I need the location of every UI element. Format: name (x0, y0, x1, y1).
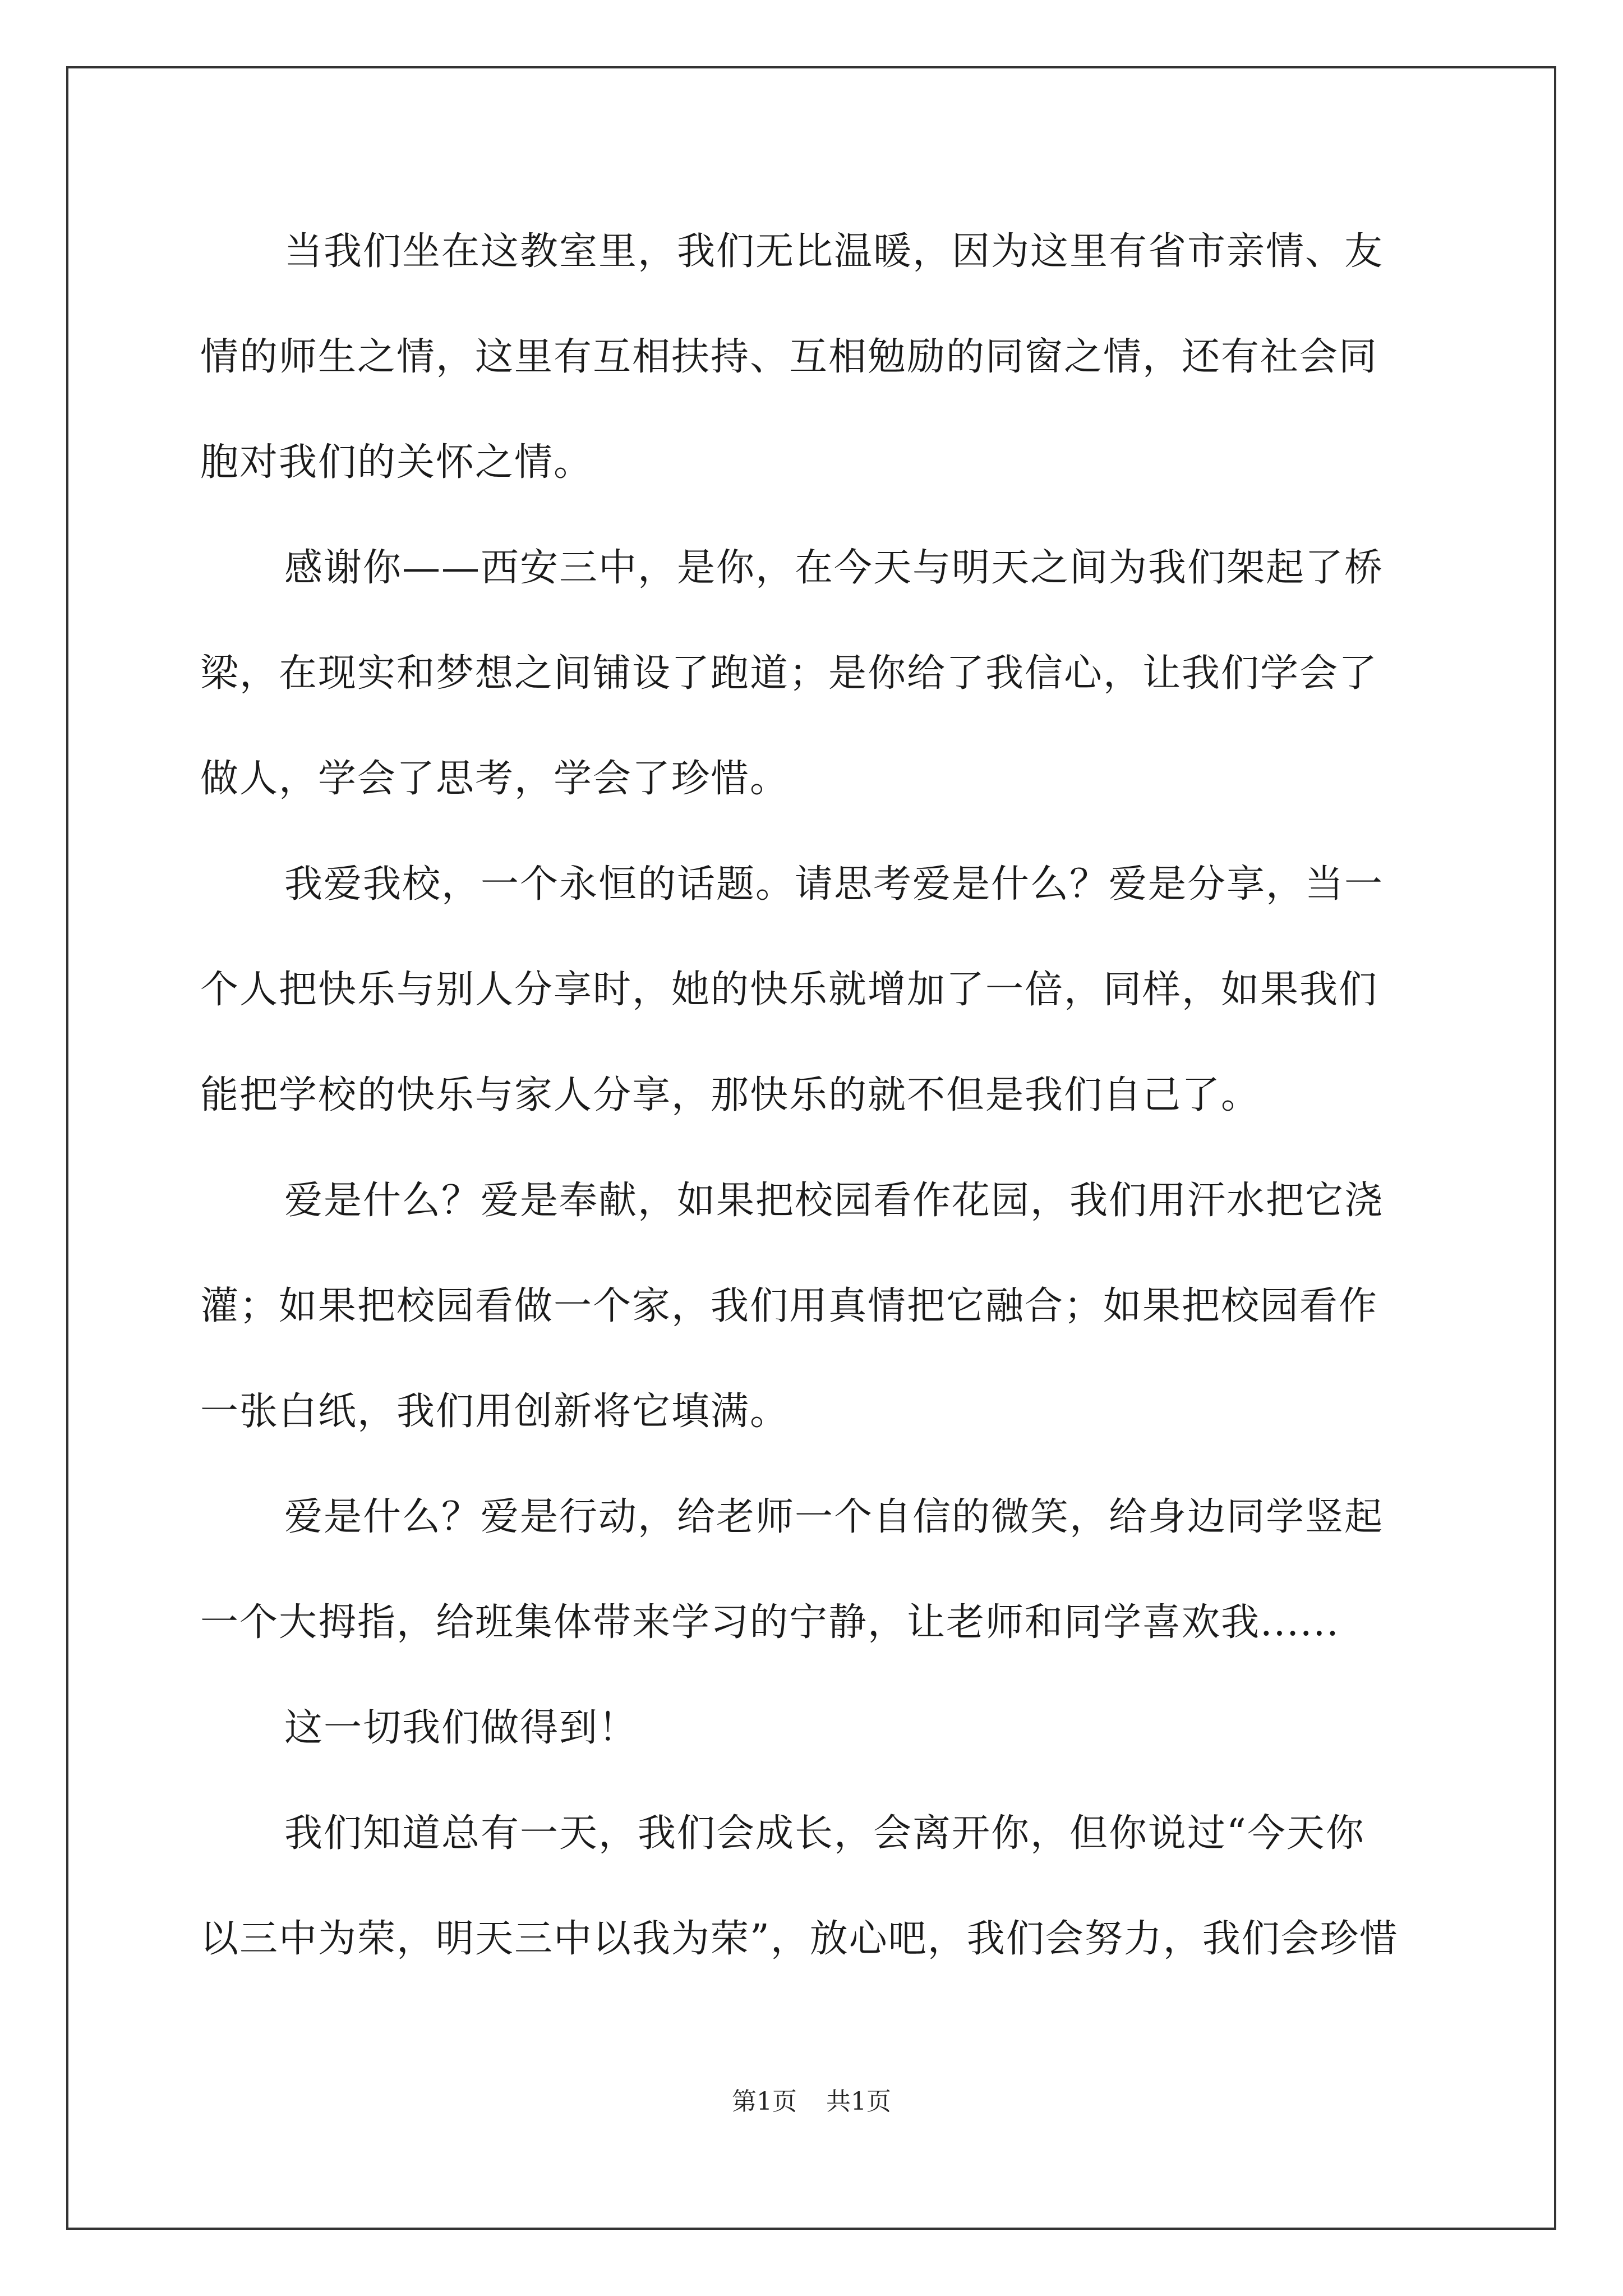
page-number-total: 共1页 (826, 2087, 891, 2116)
page-footer (0, 2081, 1623, 2117)
text-line-17: 以三中为荣，明天三中以我为荣”，放心吧，我们会努力，我们会珍惜 (200, 1917, 1399, 1961)
text-line-11: 灌；如果把校园看做一个家，我们用真情把它融合；如果把校园看作 (200, 1284, 1378, 1328)
text-line-7: 我爱我校，一个永恒的话题。请思考爱是什么？爱是分享，当一 (284, 862, 1384, 907)
text-line-15: 这一切我们做得到！ (284, 1706, 638, 1750)
text-line-6: 做人，学会了思考，学会了珍惜。 (200, 757, 790, 801)
text-line-14: 一个大拇指，给班集体带来学习的宁静，让老师和同学喜欢我...... (200, 1600, 1340, 1645)
text-line-4: 感谢你——西安三中，是你，在今天与明天之间为我们架起了桥 (284, 546, 1384, 590)
text-line-8: 个人把快乐与别人分享时，她的快乐就增加了一倍，同样，如果我们 (200, 968, 1378, 1012)
text-line-12: 一张白纸，我们用创新将它填满。 (200, 1389, 790, 1434)
text-line-2: 情的师生之情，这里有互相扶持、互相勉励的同窗之情，还有社会同 (200, 335, 1378, 379)
page-number-current: 第1页 (732, 2087, 797, 2116)
text-line-16: 我们知道总有一天，我们会成长，会离开你，但你说过“今天你 (284, 1811, 1365, 1856)
text-line-9: 能把学校的快乐与家人分享，那快乐的就不但是我们自己了。 (200, 1073, 1261, 1117)
text-line-1: 当我们坐在这教室里，我们无比温暖，因为这里有省市亲情、友 (284, 229, 1384, 274)
text-line-3: 胞对我们的关怀之情。 (200, 440, 593, 485)
text-line-13: 爱是什么？爱是行动，给老师一个自信的微笑，给身边同学竖起 (284, 1495, 1384, 1539)
text-line-10: 爱是什么？爱是奉献，如果把校园看作花园，我们用汗水把它浇 (284, 1179, 1384, 1223)
document-body (200, 219, 1428, 2012)
text-line-5: 梁，在现实和梦想之间铺设了跑道；是你给了我信心，让我们学会了 (200, 651, 1378, 696)
